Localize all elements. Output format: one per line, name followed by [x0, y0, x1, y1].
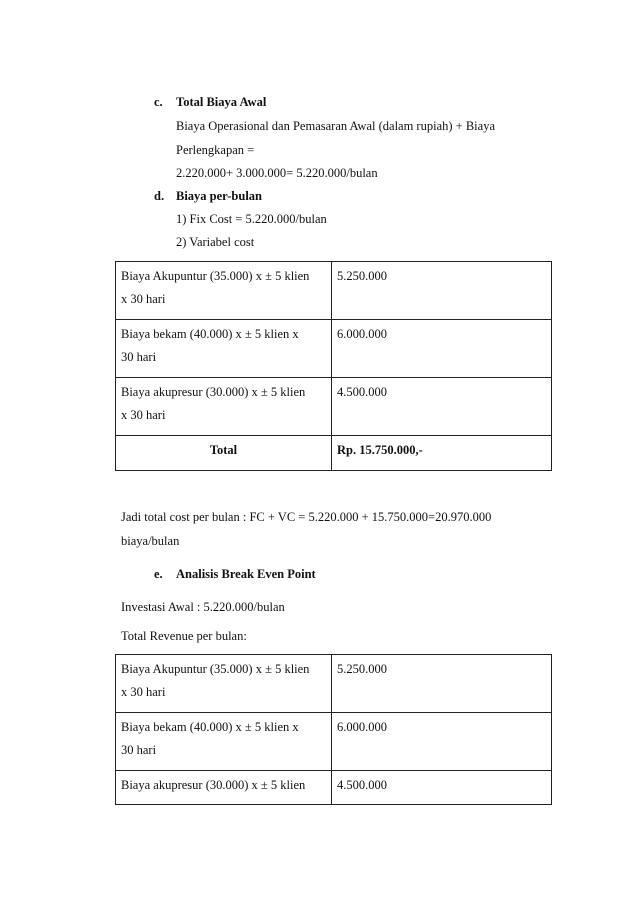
section-c-title: Total Biaya Awal [176, 95, 267, 109]
section-e-title: Analisis Break Even Point [176, 567, 316, 581]
total-label: Total [116, 436, 332, 471]
table-cell-desc: Biaya akupresur (30.000) x ± 5 klien [116, 771, 332, 805]
variabel-cost-item: 2) Variabel cost [176, 235, 255, 249]
section-c-line3: 2.220.000+ 3.000.000= 5.220.000/bulan [176, 166, 378, 180]
table-row [116, 262, 552, 320]
revenue-label: Total Revenue per bulan: [121, 629, 247, 643]
investasi-awal: Investasi Awal : 5.220.000/bulan [121, 600, 285, 614]
table-cell-desc: Biaya bekam (40.000) x ± 5 klien x 30 hari [116, 320, 332, 378]
table-cell-desc: Biaya bekam (40.000) x ± 5 klien x 30 hari [116, 713, 332, 771]
table-cell-desc: Biaya akupresur (30.000) x ± 5 klien x 30 hari [116, 378, 332, 436]
section-d-marker: d. [154, 189, 165, 203]
revenue-table [115, 654, 552, 805]
section-c-line1: Biaya Operasional dan Pemasaran Awal (dalam rupiah) + Biaya [176, 119, 495, 133]
table-cell-value: 5.250.000 [332, 262, 552, 320]
section-c-marker: c. [154, 95, 163, 109]
table-cell-value: 4.500.000 [332, 378, 552, 436]
total-value: Rp. 15.750.000,- [332, 436, 552, 471]
table-row [116, 320, 552, 378]
table-row [116, 771, 552, 805]
table-cell-desc: Biaya Akupuntur (35.000) x ± 5 klien x 30 hari [116, 262, 332, 320]
table-cell-value: 5.250.000 [332, 655, 552, 713]
table-cell-desc: Biaya Akupuntur (35.000) x ± 5 klien x 30 hari [116, 655, 332, 713]
total-cost-line1: Jadi total cost per bulan : FC + VC = 5.220.000 + 15.750.000=20.970.000 [121, 510, 492, 524]
section-d-title: Biaya per-bulan [176, 189, 263, 203]
table-row [116, 713, 552, 771]
section-c-heading [154, 94, 266, 110]
section-e-marker: e. [154, 567, 163, 581]
table-cell-value: 6.000.000 [332, 320, 552, 378]
table-row [116, 378, 552, 436]
table-row [116, 655, 552, 713]
variable-cost-table [115, 261, 552, 471]
table-cell-value: 4.500.000 [332, 771, 552, 805]
fix-cost-item: 1) Fix Cost = 5.220.000/bulan [176, 212, 327, 226]
section-e-heading [154, 566, 316, 582]
table-cell-value: 6.000.000 [332, 713, 552, 771]
section-c-line2: Perlengkapan = [176, 143, 255, 157]
table-total-row [116, 436, 552, 471]
section-d-heading [154, 188, 262, 204]
total-cost-line2: biaya/bulan [121, 534, 180, 548]
